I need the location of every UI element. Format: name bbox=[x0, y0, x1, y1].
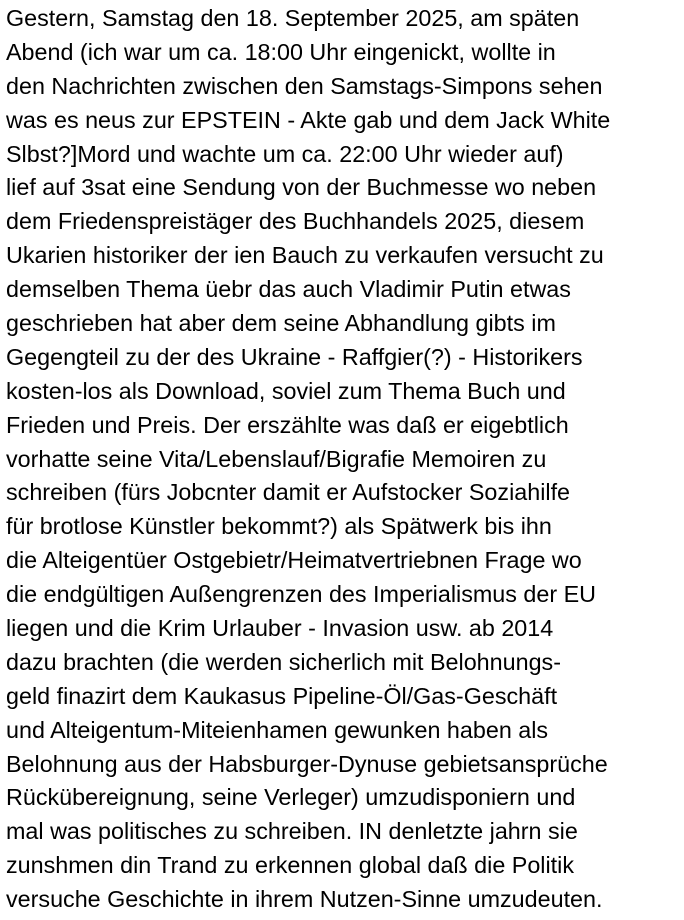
text-line: Abend (ich war um ca. 18:00 Uhr eingenickt, wollte in bbox=[6, 38, 556, 65]
text-line: Slbst?]Mord und wachte um ca. 22:00 Uhr wieder auf) bbox=[6, 140, 564, 167]
text-line: lief auf 3sat eine Sendung von der Buchmesse wo neben bbox=[6, 174, 597, 201]
text-line: Gestern, Samstag den 18. September 2025, am späten bbox=[6, 5, 580, 31]
text-line: mal was politisches zu schreiben. IN denletzte jahrn sie bbox=[6, 818, 578, 845]
text-line: schreiben (fürs Jobcnter damit er Aufstocker Soziahilfe bbox=[6, 479, 571, 506]
text-line: zunshmen din Trand zu erkennen global daß die Politik bbox=[6, 852, 574, 879]
text-line: versuche Geschichte in ihrem Nutzen-Sinne umzudeuten. bbox=[6, 886, 603, 913]
text-line: geschrieben hat aber dem seine Abhandlung gibts im bbox=[6, 310, 556, 337]
document-body bbox=[6, 2, 682, 917]
text-line: geld finazirt dem Kaukasus Pipeline-Öl/Gas-Geschäft bbox=[6, 682, 558, 709]
text-line: Frieden und Preis. Der erszählte was daß er eigebtlich bbox=[6, 411, 569, 438]
text-line: vorhatte seine Vita/Lebenslauf/Bigrafie Memoiren zu bbox=[6, 445, 547, 472]
text-line: demselben Thema üebr das auch Vladimir Putin etwas bbox=[6, 276, 571, 303]
text-line: Gegengteil zu der des Ukraine - Raffgier(?) - Historikers bbox=[6, 343, 583, 370]
text-line: die Alteigentüer Ostgebietr/Heimatvertriebnen Frage wo bbox=[6, 547, 582, 574]
text-line: Rückübereignung, seine Verleger) umzudisponiern und bbox=[6, 784, 576, 811]
text-line: Belohnung aus der Habsburger-Dynuse gebietsansprüche bbox=[6, 750, 608, 777]
text-line: und Alteigentum-Miteienhamen gewunken haben als bbox=[6, 716, 549, 743]
text-line: dazu brachten (die werden sicherlich mit Belohnungs- bbox=[6, 648, 561, 675]
text-line: dem Friedenspreistäger des Buchhandels 2025, diesem bbox=[6, 208, 585, 235]
text-line: für brotlose Künstler bekommt?) als Spätwerk bis ihn bbox=[6, 513, 552, 540]
text-line: die endgültigen Außengrenzen des Imperialismus der EU bbox=[6, 581, 597, 608]
text-line: liegen und die Krim Urlauber - Invasion usw. ab 2014 bbox=[6, 615, 554, 642]
text-line: was es neus zur EPSTEIN - Akte gab und dem Jack White bbox=[6, 106, 611, 133]
text-line: Ukarien historiker der ien Bauch zu verkaufen versucht zu bbox=[6, 242, 604, 269]
text-line: den Nachrichten zwischen den Samstags-Simpons sehen bbox=[6, 72, 603, 99]
text-line: kosten-los als Download, soviel zum Thema Buch und bbox=[6, 377, 566, 404]
